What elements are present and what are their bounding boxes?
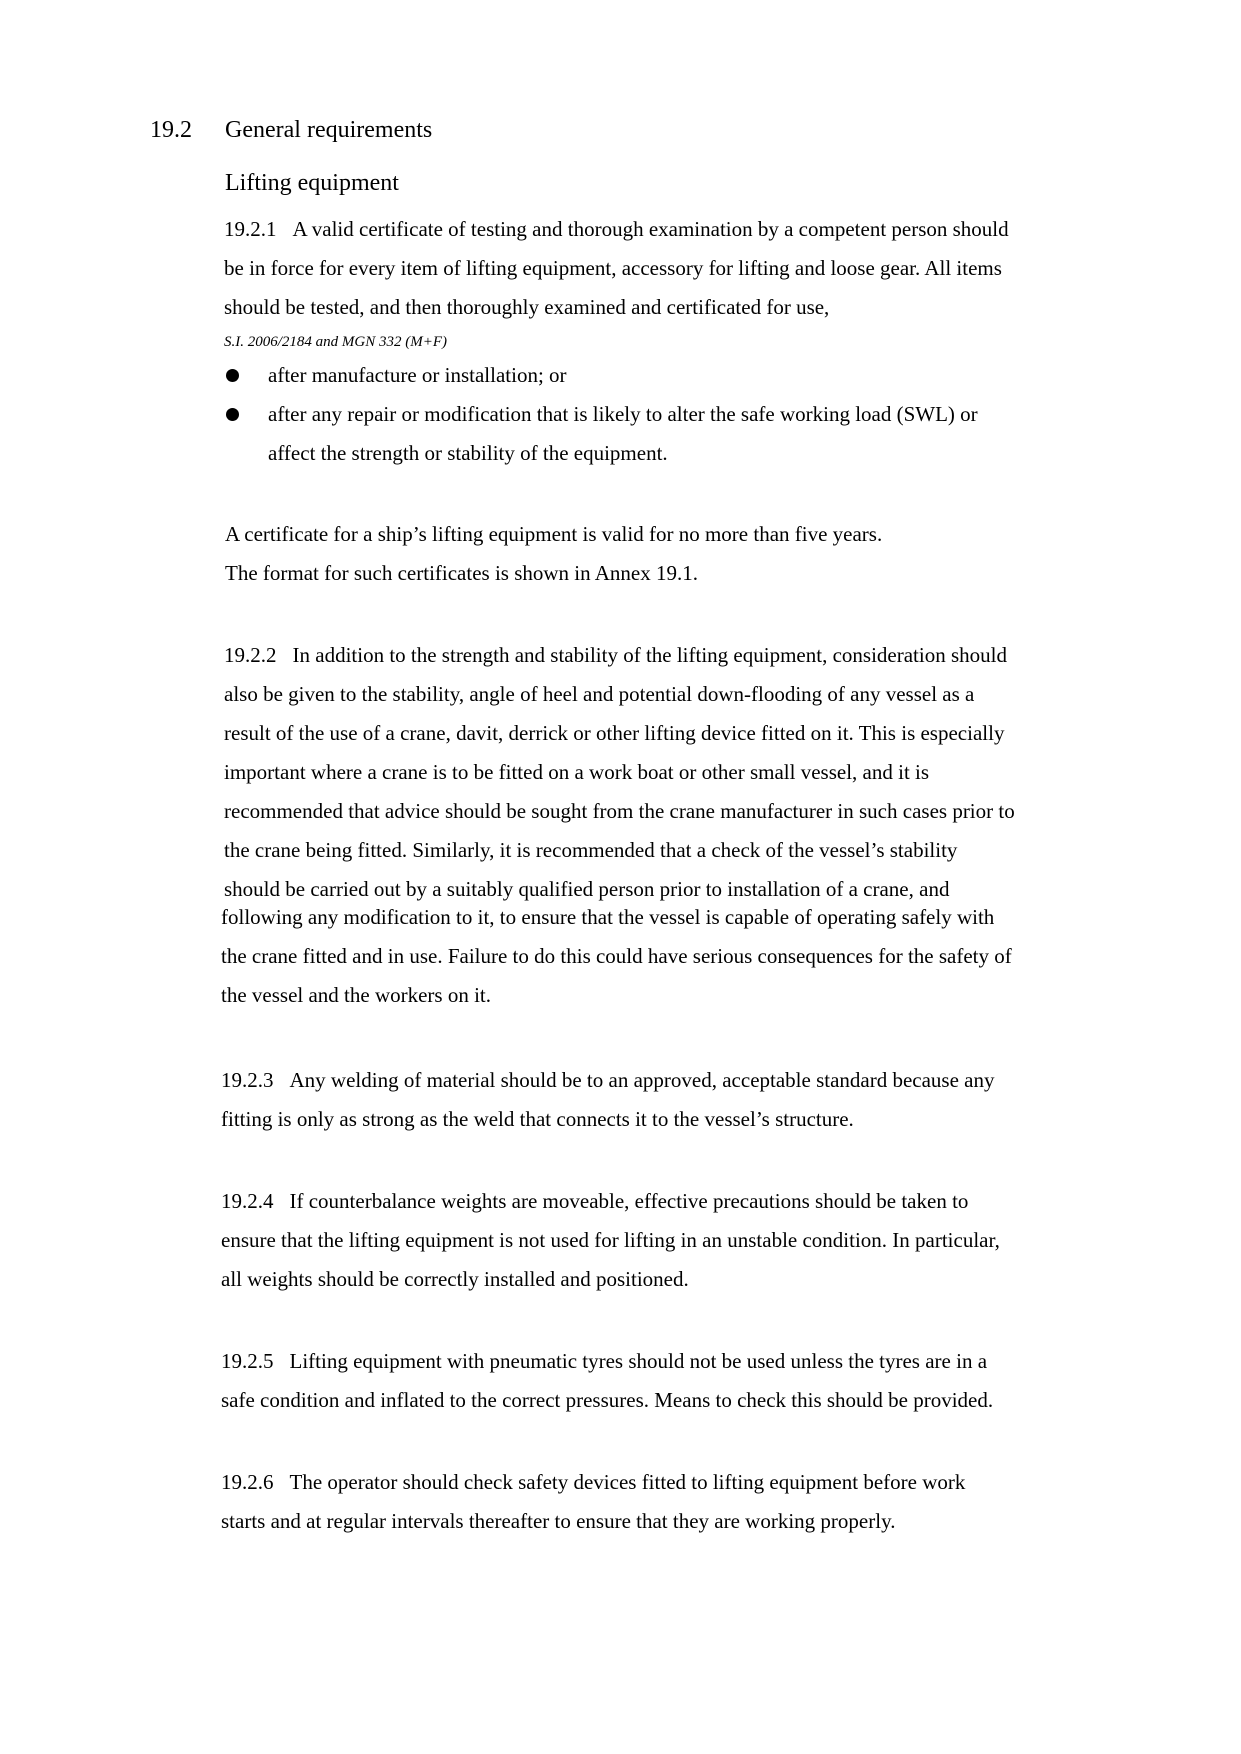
clause-19-2-1-line-1 <box>224 210 1104 249</box>
section-number: 19.2 <box>150 117 192 143</box>
clause-19-2-6-line-1 <box>221 1463 1101 1502</box>
clause-19-2-2-line: the vessel and the workers on it. <box>221 983 492 1007</box>
clause-number: 19.2.2 <box>224 643 277 667</box>
clause-number: 19.2.4 <box>221 1189 274 1213</box>
clause-19-2-1-line-3: should be tested, and then thoroughly examined and certificated for use, <box>224 295 830 319</box>
clause-number: 19.2.1 <box>224 217 277 241</box>
certificate-note-line-1: A certificate for a ship’s lifting equipment is valid for no more than five years. <box>225 522 883 546</box>
clause-text: Lifting equipment with pneumatic tyres should not be used unless the tyres are in a <box>289 1349 988 1373</box>
clause-19-2-2-line: the crane being fitted. Similarly, it is recommended that a check of the vessel’s stability <box>224 838 958 862</box>
clause-19-2-5-line-2: safe condition and inflated to the correct pressures. Means to check this should be provided. <box>221 1388 994 1412</box>
clause-text: If counterbalance weights are moveable, effective precautions should be taken to <box>289 1189 969 1213</box>
clause-19-2-2-line-1 <box>224 636 1104 675</box>
bullet-item: after any repair or modification that is likely to alter the safe working load (SWL) or <box>268 402 978 426</box>
clause-19-2-4-line-2: ensure that the lifting equipment is not used for lifting in an unstable condition. In particular, <box>221 1228 1000 1252</box>
clause-19-2-6-line-2: starts and at regular intervals thereafter to ensure that they are working properly. <box>221 1509 896 1533</box>
clause-text: In addition to the strength and stability of the lifting equipment, consideration should <box>292 643 1007 667</box>
clause-text: A valid certificate of testing and thorough examination by a competent person should <box>292 217 1009 241</box>
bullet-icon <box>226 408 239 421</box>
clause-19-2-2-line: important where a crane is to be fitted on a work boat or other small vessel, and it is <box>224 760 930 784</box>
clause-text: Any welding of material should be to an approved, acceptable standard because any <box>289 1068 995 1092</box>
clause-19-2-1-line-2: be in force for every item of lifting equipment, accessory for lifting and loose gear. All items <box>224 256 1002 280</box>
bullet-icon <box>226 369 239 382</box>
clause-19-2-3-line-1 <box>221 1061 1101 1100</box>
clause-number: 19.2.5 <box>221 1349 274 1373</box>
bullet-item: after manufacture or installation; or <box>268 363 567 387</box>
clause-19-2-2-line: following any modification to it, to ensure that the vessel is capable of operating safely with <box>221 905 995 929</box>
certificate-note-line-2: The format for such certificates is shown in Annex 19.1. <box>225 561 698 585</box>
clause-19-2-2-line: result of the use of a crane, davit, derrick or other lifting device fitted on it. This is especially <box>224 721 1005 745</box>
clause-19-2-2-line: also be given to the stability, angle of heel and potential down-flooding of any vessel as a <box>224 682 975 706</box>
clause-19-2-3-line-2: fitting is only as strong as the weld that connects it to the vessel’s structure. <box>221 1107 854 1131</box>
clause-number: 19.2.3 <box>221 1068 274 1092</box>
subheading: Lifting equipment <box>225 170 399 196</box>
clause-text: The operator should check safety devices fitted to lifting equipment before work <box>289 1470 966 1494</box>
clause-19-2-2-line: the crane fitted and in use. Failure to do this could have serious consequences for the safety of <box>221 944 1012 968</box>
bullet-item-continuation: affect the strength or stability of the equipment. <box>268 441 668 465</box>
legal-reference: S.I. 2006/2184 and MGN 332 (M+F) <box>224 334 448 350</box>
section-title: General requirements <box>225 117 433 143</box>
clause-19-2-4-line-3: all weights should be correctly installed and positioned. <box>221 1267 689 1291</box>
clause-19-2-2-line: should be carried out by a suitably qualified person prior to installation of a crane, and <box>224 877 950 901</box>
clause-19-2-4-line-1 <box>221 1182 1101 1221</box>
clause-19-2-5-line-1 <box>221 1342 1101 1381</box>
clause-number: 19.2.6 <box>221 1470 274 1494</box>
clause-19-2-2-line: recommended that advice should be sought from the crane manufacturer in such cases prior to <box>224 799 1015 823</box>
